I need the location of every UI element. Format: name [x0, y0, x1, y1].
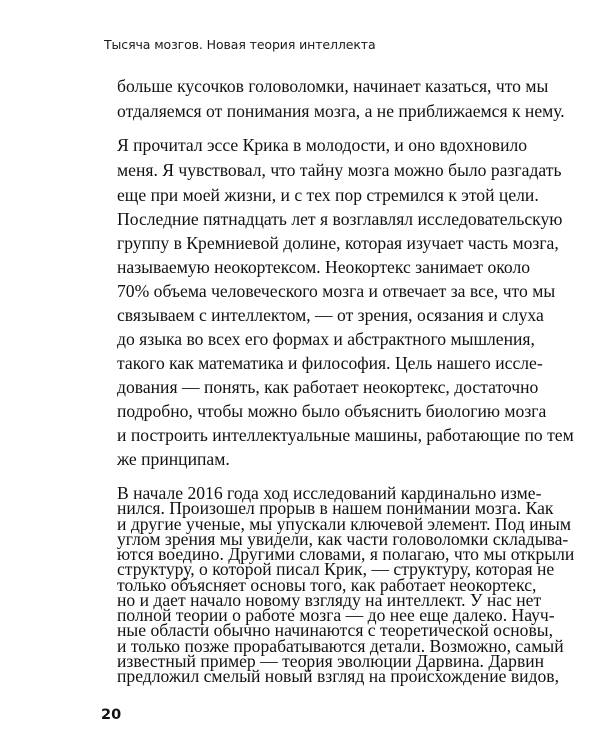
- text-line: 70% объема человеческого мозга и отвечает за все, что мы: [117, 281, 556, 301]
- text-line: Последние пятнадцать лет я возглавлял исследовательскую: [117, 209, 563, 229]
- text-line: же принципам.: [117, 449, 230, 469]
- text-line: группу в Кремниевой долине, которая изучает часть мозга,: [117, 233, 559, 253]
- text-line: подробно, чтобы можно было объяснить биологию мозга: [117, 401, 547, 421]
- text-line: отдаляемся от понимания мозга, а не приближаемся к нему.: [117, 101, 565, 121]
- text-line: известный пример — теория эволюции Дарвина. Дарвин: [117, 650, 545, 671]
- text-line: ются воедино. Другими словами, я полагаю, что мы открыли: [117, 544, 575, 564]
- page-number: 20: [101, 707, 122, 723]
- text-line: связываем с интеллектом, — от зрения, осязания и слуха: [117, 305, 544, 325]
- text-line: и только позже прорабатываются детали. Возможно, самый: [117, 635, 564, 656]
- text-line: предложил смелый новый взгляд на происхождение видов,: [117, 666, 559, 686]
- text-line: и построить интеллектуальные машины, работающие по тем: [117, 425, 574, 445]
- running-header: Тысяча мозгов. Новая теория интеллекта: [104, 37, 376, 52]
- text-line: В начале 2016 года ход исследований кардинально изме-: [117, 483, 542, 503]
- text-line: ные области обычно начинаются с теоретической основы,: [117, 620, 553, 641]
- text-line: такого как математика и философия. Цель нашего иссле-: [117, 353, 543, 373]
- text-line: до языка во всех его формах и абстрактного мышления,: [117, 329, 535, 349]
- text-line: полной теории о работе мозга — до нее еще далеко. Науч-: [117, 605, 555, 625]
- text-line: называемую неокортексом. Неокортекс занимает около: [117, 257, 531, 277]
- text-line: меня. Я чувствовал, что тайну мозга можно было разгадать: [117, 160, 562, 180]
- text-line: только объясняет основы того, как работает неокортекс,: [117, 574, 537, 595]
- text-line: Я прочитал эссе Крика в молодости, и оно вдохновило: [117, 135, 528, 155]
- text-line: дования — понять, как работает неокортекс, достаточно: [117, 377, 539, 397]
- text-line: нился. Произошел прорыв в нашем понимании мозга. Как: [117, 498, 554, 519]
- text-line: структуру, о которой писал Крик, — структуру, которая не: [117, 559, 555, 580]
- text-line: но и дает начало новому взгляду на интеллект. У нас нет: [117, 589, 542, 610]
- text-line: еще при моей жизни, и с тех пор стремился к этой цели.: [117, 185, 539, 205]
- text-line: больше кусочков головоломки, начинает казаться, что мы: [117, 76, 549, 96]
- text-line: и другие ученые, мы упускали ключевой элемент. Под иным: [117, 513, 572, 534]
- text-line: углом зрения мы увидели, как части головоломки складыва-: [117, 528, 569, 549]
